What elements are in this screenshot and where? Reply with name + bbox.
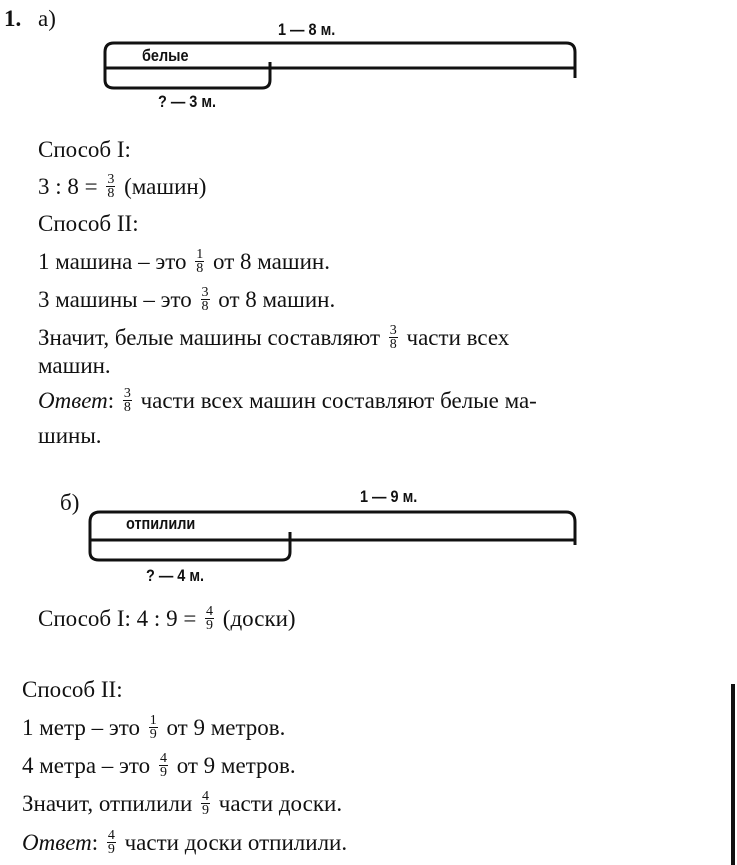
solution-line: [38, 287, 335, 315]
denominator: 8: [123, 400, 131, 416]
numerator: 4: [159, 751, 167, 767]
solution-line: [22, 753, 296, 781]
fraction: [205, 605, 214, 632]
solution-line: [38, 174, 206, 202]
text: шины.: [38, 423, 102, 448]
text: (машин): [118, 174, 207, 199]
denominator: 8: [389, 337, 397, 353]
numerator: 4: [206, 604, 214, 620]
text: 4 метра – это: [22, 753, 156, 778]
part-a-label: а): [38, 6, 56, 31]
solution-line: [38, 325, 509, 353]
diagram-a-total-label: 1 — 8 м.: [278, 20, 336, 39]
fraction: [389, 324, 398, 351]
solution-line: [38, 137, 131, 163]
solution-line: [38, 423, 102, 449]
text: Способ I:: [38, 137, 131, 162]
text: от 8 машин.: [207, 249, 330, 274]
text: (доски): [217, 606, 296, 631]
solution-line: [38, 211, 139, 237]
text: Значит, отпилили: [22, 791, 199, 816]
fraction: [195, 248, 204, 275]
diagram-b-part-label: отпилили: [126, 514, 196, 533]
numerator: 3: [123, 386, 131, 402]
problem-number: 1.: [4, 6, 22, 31]
diagram-a-part-label: белые: [142, 46, 189, 65]
text: от 9 метров.: [170, 753, 296, 778]
text: части всех машин составляют белые ма-: [134, 388, 537, 413]
fraction: [201, 790, 210, 817]
text: :: [107, 388, 120, 413]
text: 3 : 8 =: [38, 174, 104, 199]
text: 1 метр – это: [22, 715, 146, 740]
fraction: [201, 286, 210, 313]
solution-line: [22, 715, 285, 743]
text: части доски.: [213, 791, 343, 816]
fraction: [149, 714, 158, 741]
part-bracket-b: [90, 532, 290, 560]
solution-line: [22, 830, 347, 858]
fraction: [123, 387, 132, 414]
text: 1 машина – это: [38, 249, 193, 274]
numerator: 3: [389, 323, 397, 339]
denominator: 9: [159, 765, 167, 781]
solution-line: [38, 249, 330, 277]
fraction: [107, 829, 116, 856]
denominator: 9: [206, 618, 214, 634]
part-b-label: б): [60, 490, 80, 515]
text: Способ II:: [38, 211, 139, 236]
text: машин.: [38, 353, 111, 378]
diagram-b-total-label: 1 — 9 м.: [360, 487, 418, 506]
solution-line: [38, 353, 111, 379]
solution-line: [22, 791, 342, 819]
solution-line: [22, 677, 123, 703]
denominator: 8: [196, 261, 204, 277]
denominator: 9: [107, 842, 115, 858]
text: Значит, белые машины составляют: [38, 325, 386, 350]
text: от 9 метров.: [160, 715, 286, 740]
numerator: 1: [149, 713, 157, 729]
denominator: 8: [201, 299, 209, 315]
solution-line: [38, 606, 296, 634]
numerator: 4: [202, 789, 210, 805]
margin-rule: [731, 684, 735, 865]
numerator: 3: [107, 172, 115, 188]
text: Способ II:: [22, 677, 123, 702]
solution-line: [38, 388, 537, 416]
answer-label: Ответ: [22, 830, 92, 855]
denominator: 9: [149, 727, 157, 743]
text: :: [91, 830, 104, 855]
text: части всех: [400, 325, 510, 350]
numerator: 3: [201, 285, 209, 301]
diagram-b-question-label: ? — 4 м.: [146, 566, 205, 585]
text: от 8 машин.: [212, 287, 336, 312]
numerator: 4: [107, 828, 115, 844]
diagram-a-question-label: ? — 3 м.: [158, 92, 217, 111]
text: 3 машины – это: [38, 287, 198, 312]
denominator: 9: [202, 803, 210, 819]
denominator: 8: [107, 186, 115, 202]
answer-label: Ответ: [38, 388, 108, 413]
numerator: 1: [196, 247, 204, 263]
fraction: [159, 752, 168, 779]
text: части доски отпилили.: [118, 830, 348, 855]
fraction: [106, 173, 115, 200]
text: Способ I: 4 : 9 =: [38, 606, 203, 631]
